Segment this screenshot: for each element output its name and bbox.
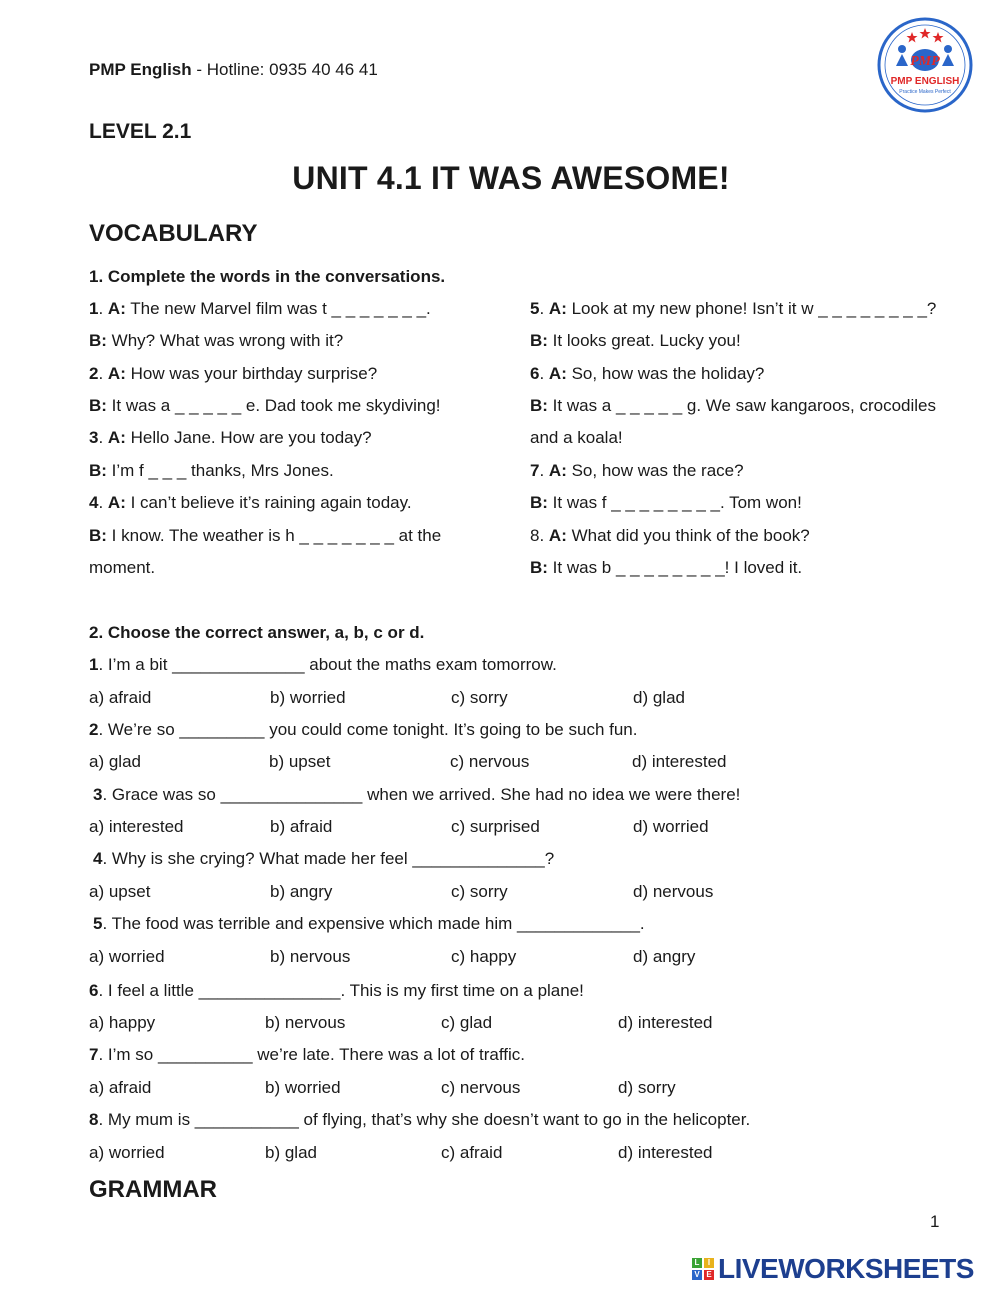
question-6: 6. I feel a little _______________. This is my first time on a plane! [89, 981, 584, 1000]
option-a[interactable]: a) upset [89, 882, 151, 901]
option-b[interactable]: b) afraid [270, 817, 333, 836]
option-b[interactable]: b) glad [265, 1143, 317, 1162]
option-b[interactable]: b) worried [270, 688, 346, 707]
option-a[interactable]: a) interested [89, 817, 184, 836]
conversation-line: B: It looks great. Lucky you! [530, 331, 741, 350]
question-4: 4. Why is she crying? What made her feel ______________? [93, 849, 555, 868]
option-b[interactable]: b) upset [269, 752, 331, 771]
conversation-line: 1. A: The new Marvel film was t _ _ _ _ _ _ _. [89, 299, 431, 318]
header-line [89, 60, 378, 80]
question-3: 3. Grace was so _______________ when we arrived. She had no idea we were there! [93, 785, 741, 804]
option-d[interactable]: d) interested [618, 1013, 713, 1032]
option-c[interactable]: c) nervous [450, 752, 530, 771]
question-2: 2. We’re so _________ you could come tonight. It’s going to be such fun. [89, 720, 638, 739]
pmp-logo [876, 16, 974, 114]
conversation-line: B: It was a _ _ _ _ _ e. Dad took me skydiving! [89, 396, 441, 415]
conversation-line: B: I’m f _ _ _ thanks, Mrs Jones. [89, 461, 334, 480]
option-a[interactable]: a) worried [89, 947, 165, 966]
liveworksheets-logo[interactable] [692, 1252, 974, 1286]
conversation-line: 4. A: I can’t believe it’s raining again today. [89, 493, 412, 512]
conversation-line: B: I know. The weather is h _ _ _ _ _ _ _ at the [89, 526, 442, 545]
vocabulary-heading: VOCABULARY [89, 220, 258, 247]
option-c[interactable]: c) afraid [441, 1143, 503, 1162]
conversation-line: moment. [89, 558, 156, 577]
page-number: 1 [930, 1212, 940, 1231]
option-d[interactable]: d) sorry [618, 1078, 676, 1097]
conversation-line: 2. A: How was your birthday surprise? [89, 364, 378, 383]
option-d[interactable]: d) nervous [633, 882, 714, 901]
option-b[interactable]: b) nervous [270, 947, 351, 966]
conversation-line: and a koala! [530, 428, 623, 447]
option-a[interactable]: a) happy [89, 1013, 156, 1032]
conversation-line: B: Why? What was wrong with it? [89, 331, 344, 350]
question-8: 8. My mum is ___________ of flying, that’s why she doesn’t want to go in the helicopter. [89, 1110, 751, 1129]
grammar-heading: GRAMMAR [89, 1176, 217, 1203]
liveworksheets-wordmark: LIVEWORKSHEETS [718, 1253, 974, 1284]
option-b[interactable]: b) worried [265, 1078, 341, 1097]
unit-title: UNIT 4.1 IT WAS AWESOME! [292, 160, 730, 196]
option-c[interactable]: c) sorry [451, 882, 508, 901]
option-d[interactable]: d) glad [633, 688, 685, 707]
conversation-line: 7. A: So, how was the race? [530, 461, 744, 480]
option-a[interactable]: a) afraid [89, 688, 152, 707]
option-d[interactable]: d) worried [633, 817, 709, 836]
conversation-line: 8. A: What did you think of the book? [530, 526, 810, 545]
option-a[interactable]: a) afraid [89, 1078, 152, 1097]
option-d[interactable]: d) interested [618, 1143, 713, 1162]
conversation-line: B: It was b _ _ _ _ _ _ _ _! I loved it. [530, 558, 803, 577]
option-c[interactable]: c) glad [441, 1013, 493, 1032]
logo-tagline-text: Practice Makes Perfect [899, 89, 951, 95]
exercise-1-instruction: 1. Complete the words in the conversations. [89, 267, 446, 286]
option-a[interactable]: a) worried [89, 1143, 165, 1162]
conversation-line: 6. A: So, how was the holiday? [530, 364, 765, 383]
option-c[interactable]: c) sorry [451, 688, 508, 707]
option-b[interactable]: b) angry [270, 882, 333, 901]
option-c[interactable]: c) happy [451, 947, 517, 966]
conversation-line: 3. A: Hello Jane. How are you today? [89, 428, 372, 447]
question-7: 7. I’m so __________ we’re late. There was a lot of traffic. [89, 1045, 525, 1064]
option-d[interactable]: d) angry [633, 947, 696, 966]
conversation-line: B: It was f _ _ _ _ _ _ _ _. Tom won! [530, 493, 802, 512]
question-5: 5. The food was terrible and expensive which made him _____________. [93, 914, 645, 933]
option-c[interactable]: c) nervous [441, 1078, 521, 1097]
logo-mark-text: PMP [910, 54, 940, 69]
option-b[interactable]: b) nervous [265, 1013, 346, 1032]
option-c[interactable]: c) surprised [451, 817, 540, 836]
option-d[interactable]: d) interested [632, 752, 727, 771]
question-1: 1. I’m a bit ______________ about the maths exam tomorrow. [89, 655, 557, 674]
conversation-line: B: It was a _ _ _ _ _ g. We saw kangaroos, crocodiles [530, 396, 937, 415]
conversation-line: 5. A: Look at my new phone! Isn’t it w _ _ _ _ _ _ _ _? [530, 299, 937, 318]
hotline-text: - Hotline: 0935 40 46 41 [191, 60, 378, 79]
brand-name: PMP English [89, 60, 192, 79]
level-label: LEVEL 2.1 [89, 120, 192, 143]
logo-brand-text: PMP ENGLISH [890, 76, 960, 87]
liveworksheets-blocks-icon: L I V E [692, 1258, 714, 1280]
exercise-2-instruction: 2. Choose the correct answer, a, b, c or d. [89, 623, 425, 642]
option-a[interactable]: a) glad [89, 752, 141, 771]
